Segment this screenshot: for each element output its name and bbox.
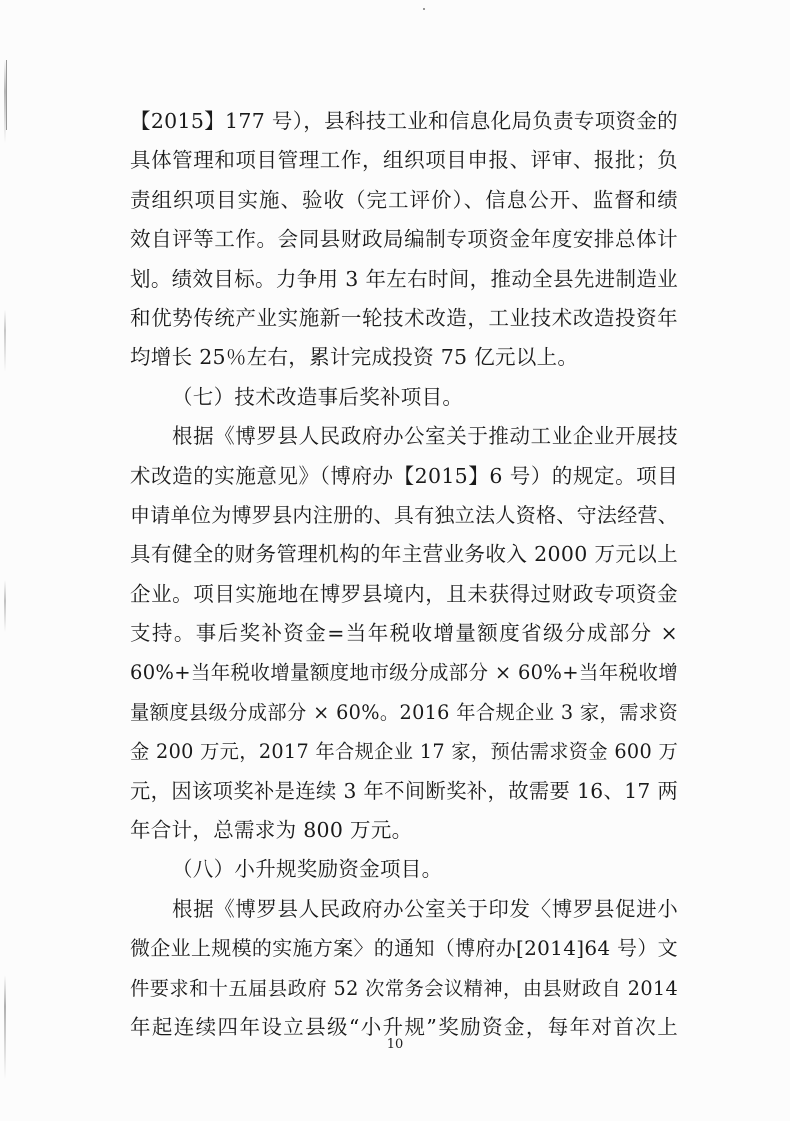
text-line: 责组织项目实施、验收（完工评价）、信息公开、监督和绩 [130, 187, 678, 212]
text-line: 件要求和十五届县政府 52 次常务会议精神，由县财政自 2014 [130, 976, 678, 1000]
section-heading-8: （八）小升规奖励资金项目。 [172, 857, 443, 882]
text-line: 均增长 25％左右，累计完成投资 75 亿元以上。 [130, 345, 579, 370]
page-number: 10 [386, 1037, 404, 1052]
text-line: 具体管理和项目管理工作，组织项目申报、评审、报批；负 [130, 148, 678, 173]
paragraph-start: 根据《博罗县人民政府办公室关于印发〈博罗县促进小 [172, 896, 678, 921]
text-line: 效自评等工作。会同县财政局编制专项资金年度安排总体计 [130, 227, 678, 252]
text-line: 支持。事后奖补资金=当年税收增量额度省级分成部分 × [130, 621, 678, 646]
text-line: 划。绩效目标。力争用 3 年左右时间，推动全县先进制造业 [130, 266, 678, 291]
text-line: 申请单位为博罗县内注册的、具有独立法人资格、守法经营、 [130, 502, 679, 527]
section-heading-7: （七）技术改造事后奖补项目。 [172, 384, 464, 409]
text-line: 具有健全的财务管理机构的年主营业务收入 2000 万元以上 [130, 542, 678, 567]
text-line: 微企业上规模的实施方案〉的通知（博府办[2014]64 号）文 [130, 936, 678, 961]
text-line: 元，因该项奖补是连续 3 年不间断奖补，故需要 16、17 两 [130, 778, 678, 803]
text-line: 年合计，总需求为 800 万元。 [130, 818, 413, 843]
text-line: 术改造的实施意见》（博府办【2015】6 号）的规定。项目 [130, 463, 678, 488]
text-line: 【2015】177 号），县科技工业和信息化局负责专项资金的 [130, 109, 678, 133]
text-line: 和优势传统产业实施新一轮技术改造，工业技术改造投资年 [130, 305, 678, 330]
text-line: 年起连续四年设立县级“小升规”奖励资金，每年对首次上 [130, 1014, 678, 1039]
text-line: 金 200 万元，2017 年合规企业 17 家，预估需求资金 600 万 [130, 740, 678, 764]
text-line: 企业。项目实施地在博罗县境内，且未获得过财政专项资金 [130, 581, 678, 606]
body-text [130, 102, 678, 1047]
text-line: 量额度县级分成部分 × 60%。2016 年合规企业 3 家，需求资 [130, 700, 678, 724]
text-line: 60%+当年税收增量额度地市级分成部分 × 60%+当年税收增 [130, 661, 678, 685]
scan-edge-line [6, 60, 7, 130]
scan-edge-mark [4, 60, 6, 1100]
paragraph-start: 根据《博罗县人民政府办公室关于推动工业企业开展技 [172, 424, 678, 449]
scan-speck [423, 8, 425, 10]
